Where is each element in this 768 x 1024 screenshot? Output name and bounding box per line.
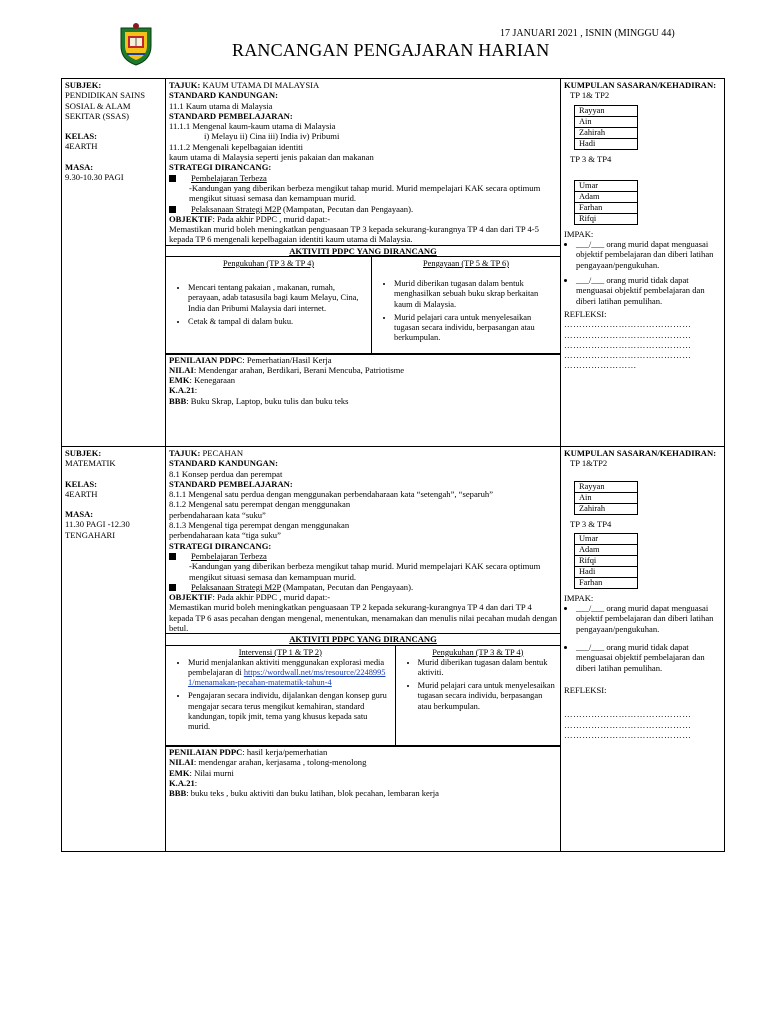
aktiviti-col-title: Intervensi (TP 1 & TP 2) [238,647,322,657]
impak-item: • ___/___ orang murid dapat menguasai objektif pembelajaran dan diberi latihan pengayaan/pengukuhan. [576,603,721,634]
lesson-row-1 [62,79,725,447]
nilai-value: : mendengar arahan, kerjasama , tolong-menolong [193,757,367,768]
aktiviti-table [166,257,560,354]
subjek-value: PENDIDIKAN SAINS SOSIAL & ALAM SEKITAR (SSAS) [65,90,145,121]
aktiviti-item: • Pengajaran secara individu, dijalankan dengan konsep guru mengajar secara terus mengikut kemahiran, standard kandungan, topik jmit, tema yang khusus kepada satu murid. [188,691,391,732]
aktiviti-item: • Mencari tentang pakaian , makanan, rumah, perayaan, adab tatasusila bagi kaum Melayu, Cina, India dan Pribumi Malaysia dari internet. [188,283,367,314]
lesson2-group-cell [561,447,725,852]
group-names-table [574,481,638,515]
group-names-table [574,180,638,225]
lesson1-info-cell [62,79,166,447]
strategi-label: STRATEGI DIRANCANG: [169,162,272,173]
emk-value: : Kenegaraan [189,375,236,386]
refleksi-line: …………………………………… [564,350,692,361]
penilaian-label: PENILAIAN PDPC [169,747,243,758]
student-name: Hadi [575,566,638,577]
lesson-row-2 [62,447,725,852]
sp-line: 8.1.1 Mengenal satu perdua dengan menggunakan perbendaharaan kata “setengah”, “separuh” [169,489,494,500]
tajuk-value: KAUM UTAMA DI MALAYSIA [200,80,320,90]
impak-label: IMPAK: [564,592,594,603]
student-name: Zahirah [575,127,638,138]
aktiviti-table [166,646,560,747]
refleksi-line: …………………………………… [564,719,692,730]
aktiviti-col-1 [166,646,395,746]
square-bullet-icon [169,206,176,213]
impak-item: • ___/___ orang murid dapat menguasai objektif pembelajaran dan diberi latihan pengayaan/pengukuhan. [576,239,721,270]
kelas-value: 4EARTH [65,141,98,152]
sp-line: 11.1.2 Mengenali kepelbagaian identiti [169,141,304,152]
objektif-text: Memastikan murid boleh meningkatkan penguasaan TP 3 kepada sekurang-kurangnya TP 4 dan dari TP 4-5 kepada TP 6 mengenali kepelbagaian identiti kaum utama di Malaysia. [169,224,539,245]
ka21-label: K.A.21 [169,778,195,789]
lesson2-main-cell [166,447,561,852]
sp-line: 11.1.1 Mengenal kaum-kaum utama di Malaysia [169,121,336,132]
strategi-item [169,173,557,183]
refleksi-line: …………………………………… [564,319,692,330]
bbb-label: BBB [169,788,187,799]
objektif-rest: : Pada akhir PDPC , murid dapat:- [212,592,331,603]
aktiviti-item [188,658,391,689]
standard-pembelajaran-label: STANDARD PEMBELAJARAN: [169,110,293,121]
standard-kandungan-value: 11.1 Kaum utama di Malaysia [169,100,273,111]
masa-value: 9.30-10.30 PAGI [65,172,124,183]
school-crest-logo [118,22,154,66]
masa-value: 11.30 PAGI -12.30 TENGAHARI [65,519,130,540]
student-name: Zahirah [575,503,638,514]
aktiviti-col-2 [372,257,561,353]
aktiviti-col-title: Pengayaan (TP 5 & TP 6) [423,259,509,269]
strategi-text: -Kandungan yang diberikan berbeza mengikut tahap murid. Murid mempelajari KAK secara optimum mengikut situasi semasa dan kemampuan murid. [189,561,541,582]
objektif-rest: : Pada akhir PDPC , murid dapat:- [212,213,331,224]
lesson-plan-table [61,78,725,852]
student-name: Rifqi [575,555,638,566]
student-name: Adam [575,191,638,202]
student-name: Rifqi [575,213,638,224]
emk-label: EMK [169,375,190,386]
date-line: 17 JANUARI 2021 , ISNIN (MINGGU 44) [500,28,675,39]
penilaian-label: PENILAIAN PDPC [169,354,243,365]
aktiviti-item: • Murid diberikan tugasan dalam bentuk aktiviti. [418,658,556,678]
student-name: Ain [575,492,638,503]
bbb-value: : Buku Skrap, Laptop, buku tulis dan buku teks [186,395,349,406]
subjek-label: SUBJEK: [65,448,102,458]
aktiviti-col-title: Pengukuhan (TP 3 & TP 4) [432,647,524,657]
nilai-label: NILAI [169,364,194,375]
emk-value: : Nilai murni [189,767,234,778]
bbb-label: BBB [169,395,187,406]
refleksi-line: …………………………………… [564,339,692,350]
page-title: RANCANGAN PENGAJARAN HARIAN [232,40,550,60]
refleksi-line: …………………… [564,360,637,371]
impak-item: • ___/___ orang murid tidak dapat menguasai objektif pembelajaran dan diberi latihan pemulihan. [576,642,721,673]
aktiviti-col-2 [395,646,560,746]
refleksi-label: REFLEKSI: [564,308,607,319]
student-name: Farhan [575,202,638,213]
ka21-value: : [194,385,198,396]
standard-kandungan-label: STANDARD KANDUNGAN: [169,458,278,469]
strategi-rest: (Mampatan, Pecutan dan Pengayaan). [280,203,414,214]
nilai-label: NILAI [169,757,194,768]
group-names-table [574,533,638,589]
student-name: Umar [575,533,638,544]
student-name: Adam [575,544,638,555]
student-name: Rayyan [575,481,638,492]
kumpulan-label: KUMPULAN SASARAN/KEHADIRAN: [564,80,717,90]
square-bullet-icon [169,553,176,560]
standard-kandungan-label: STANDARD KANDUNGAN: [169,90,278,101]
strategi-rest: (Mampatan, Pecutan dan Pengayaan). [280,581,414,592]
standard-kandungan-value: 8.1 Konsep perdua dan perempat [169,468,283,479]
aktiviti-item: • Murid pelajari cara untuk menyelesaikan tugasan secara individu, berpasangan atau berkumpulan. [394,313,556,344]
kumpulan-label: KUMPULAN SASARAN/KEHADIRAN: [564,448,717,458]
penilaian-value: : Pemerhatian/Hasil Kerja [242,354,332,365]
objektif-label: OBJEKTIF [169,592,213,603]
kelas-label: KELAS: [65,131,97,142]
tajuk-value: PECAHAN [200,448,244,458]
sp-line: 8.1.2 Mengenal satu perempat dengan menggunakan [169,499,351,510]
kelas-value: 4EARTH [65,488,98,499]
refleksi-line: …………………………………… [564,729,692,740]
group-label: TP 3 & TP4 [570,153,612,164]
subjek-label: SUBJEK: [65,80,102,90]
refleksi-line: …………………………………… [564,709,692,720]
student-name: Hadi [575,138,638,149]
aktiviti-item: • Cetak & tampal di dalam buku. [188,317,367,327]
student-name: Rayyan [575,105,638,116]
sp-line: i) Melayu ii) Cina iii) India iv) Pribumi [204,131,340,142]
aktiviti-col-1 [166,257,372,353]
sp-line: perbendaharaan kata “suku” [169,509,266,520]
square-bullet-icon [169,584,176,591]
strategi-text: -Kandungan yang diberikan berbeza mengikut tahap murid. Murid mempelajari KAK secara optimum mengikut situasi semasa dan kemampuan murid. [189,182,541,204]
wordwall-link[interactable]: https://wordwall.net/ms/resource/22489951/menamakan-pecahan-matematik-tahun-4 [188,668,386,688]
aktiviti-item: • Murid diberikan tugasan dalam bentuk menghasilkan sebuah buku skrap berkaitan kaum di Malaysia. [394,279,556,310]
sp-line: 8.1.3 Mengenal tiga perempat dengan menggunakan [169,520,350,531]
aktiviti-item-text: Murid menjalankan aktiviti menggunakan explorasi media pembelajaran di [188,657,385,678]
impak-label: IMPAK: [564,228,594,239]
strategi-item [169,582,557,592]
tajuk-label: TAJUK: [169,448,201,458]
strategi-title: Pembelajaran Terbeza [191,172,267,183]
student-name: Umar [575,180,638,191]
ka21-label: K.A.21 [169,385,195,396]
subjek-value: MATEMATIK [65,458,116,469]
impak-item: • ___/___ orang murid tidak dapat menguasai objektif pembelajaran dan diberi latihan pemulihan. [576,275,721,306]
group-label: TP 3 & TP4 [570,518,612,529]
sp-line: perbendaharaan kata “tiga suku” [169,530,281,541]
objektif-label: OBJEKTIF [169,213,213,224]
objektif-text: Memastikan murid boleh meningkatkan penguasaan TP 2 kepada sekurang-kurangnya TP 4 dan dari TP 4 kepada TP 6 asas pecahan dengan mengenal, menentukan, menamakan dan menulis nilai pecahan mudah dengan betul. [169,602,558,634]
strategi-label: STRATEGI DIRANCANG: [169,540,272,551]
lesson2-info-cell [62,447,166,852]
refleksi-label: REFLEKSI: [564,684,607,695]
square-bullet-icon [169,175,176,182]
student-name: Farhan [575,577,638,588]
masa-label: MASA: [65,509,94,520]
lesson1-main-cell [166,79,561,447]
standard-pembelajaran-label: STANDARD PEMBELAJARAN: [169,478,293,489]
group-label: TP 1& TP2 [570,90,610,101]
aktiviti-header: AKTIVITI PDPC YANG DIRANCANG [166,633,560,645]
strategi-item [169,551,557,561]
student-name: Ain [575,116,638,127]
emk-label: EMK [169,767,190,778]
aktiviti-item: • Murid pelajari cara untuk menyelesaikan tugasan secara individu, berpasangan atau berkumpulan. [418,681,556,712]
strategi-title: Pembelajaran Terbeza [191,550,267,561]
group-names-table [574,105,638,150]
tajuk-label: TAJUK: [169,80,201,90]
lesson1-group-cell [561,79,725,447]
strategi-item [169,204,557,214]
sp-line: kaum utama di Malaysia seperti jenis pakaian dan makanan [169,152,374,163]
penilaian-value: : hasil kerja/pemerhatian [242,747,328,758]
strategi-title: Pelaksanaan Strategi M2P [191,203,281,214]
aktiviti-header: AKTIVITI PDPC YANG DIRANCANG [166,245,560,257]
refleksi-line: …………………………………… [564,329,692,340]
aktiviti-col-title: Pengukuhan (TP 3 & TP 4) [222,259,315,269]
group-label: TP 1&TP2 [570,458,608,469]
kelas-label: KELAS: [65,478,97,489]
ka21-value: : [194,778,198,789]
nilai-value: : Mendengar arahan, Berdikari, Berani Mencuba, Patriotisme [193,364,405,375]
masa-label: MASA: [65,161,94,172]
bbb-value: : buku teks , buku aktiviti dan buku latihan, blok pecahan, lembaran kerja [186,788,439,799]
strategi-title: Pelaksanaan Strategi M2P [191,581,281,592]
